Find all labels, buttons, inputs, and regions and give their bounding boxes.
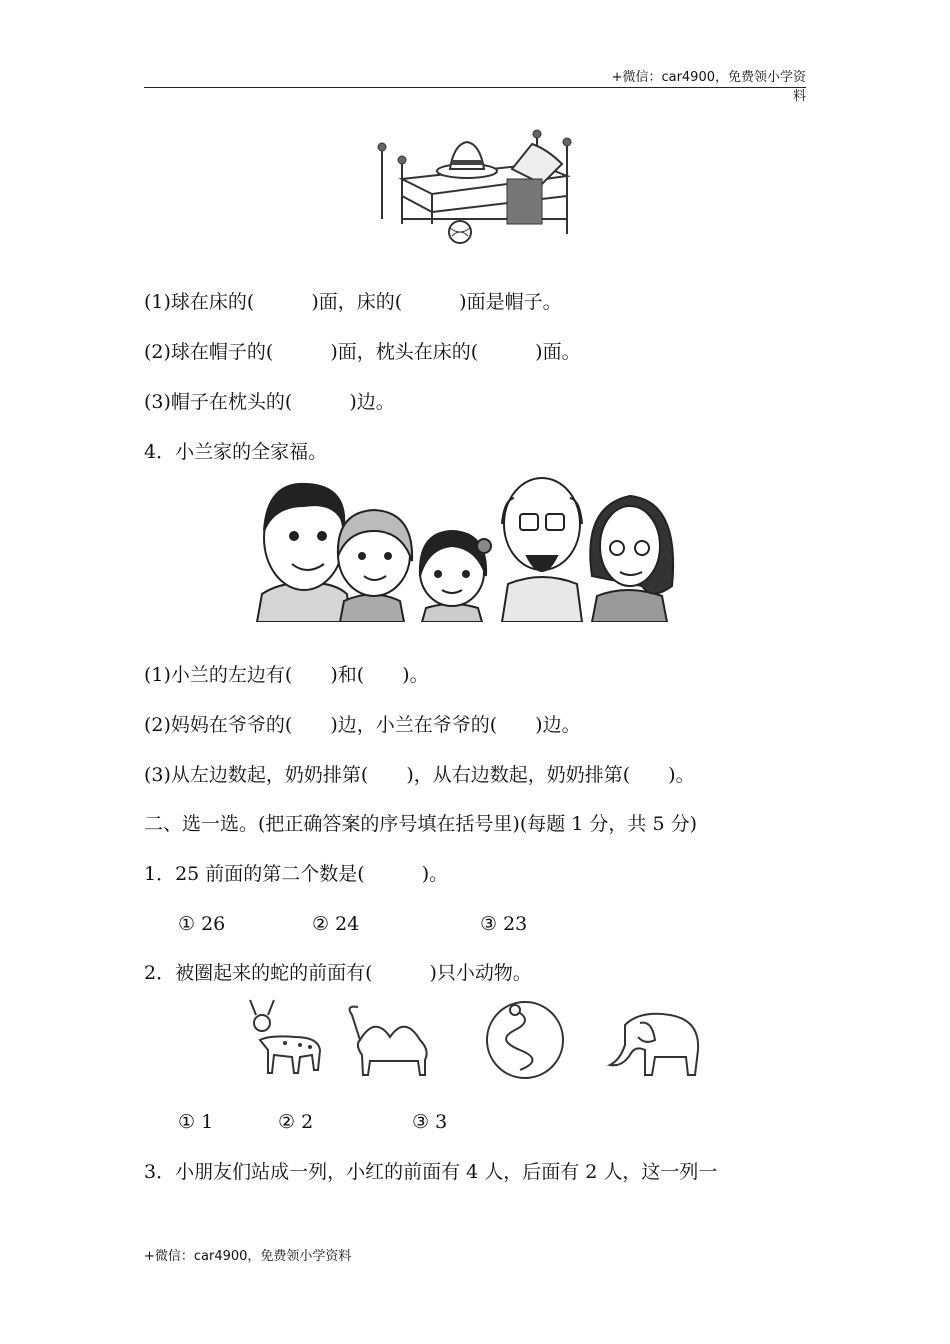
family-portrait — [252, 476, 702, 622]
choice-question-1: 1．25 前面的第二个数是( )。 — [144, 863, 449, 885]
choice-1-option-3: ③ 23 — [480, 913, 528, 935]
animals-illustration — [240, 995, 710, 1085]
choice-2-option-2: ② 2 — [278, 1111, 314, 1133]
choice-2-option-1: ① 1 — [178, 1111, 214, 1133]
choice-question-2: 2．被圈起来的蛇的前面有( )只小动物。 — [144, 962, 532, 984]
question-4-title: 4．小兰家的全家福。 — [144, 441, 328, 463]
header-rule — [144, 87, 806, 88]
question-4-item-2: (2)妈妈在爷爷的( )边，小兰在爷爷的( )边。 — [144, 714, 581, 736]
choice-question-3: 3．小朋友们站成一列，小红的前面有 4 人，后面有 2 人，这一列一 — [144, 1161, 718, 1183]
choice-2-option-3: ③ 3 — [412, 1111, 448, 1133]
choice-1-option-1: ① 26 — [178, 913, 226, 935]
bed-question-3: (3)帽子在枕头的( )边。 — [144, 391, 395, 413]
question-4-item-1: (1)小兰的左边有( )和( )。 — [144, 664, 429, 686]
question-4-item-3: (3)从左边数起，奶奶排第( )，从右边数起，奶奶排第( )。 — [144, 764, 695, 786]
bed-question-2: (2)球在帽子的( )面，枕头在床的( )面。 — [144, 341, 581, 363]
part-2-heading: 二、选一选。(把正确答案的序号填在括号里)(每题 1 分，共 5 分) — [144, 813, 697, 835]
choice-1-option-2: ② 24 — [312, 913, 360, 935]
bed-illustration — [372, 124, 578, 246]
header-watermark: +微信：car4900，免费领小学资料 — [611, 70, 806, 104]
footer-watermark: +微信：car4900，免费领小学资料 — [144, 1249, 352, 1264]
bed-question-1: (1)球在床的( )面，床的( )面是帽子。 — [144, 291, 562, 313]
